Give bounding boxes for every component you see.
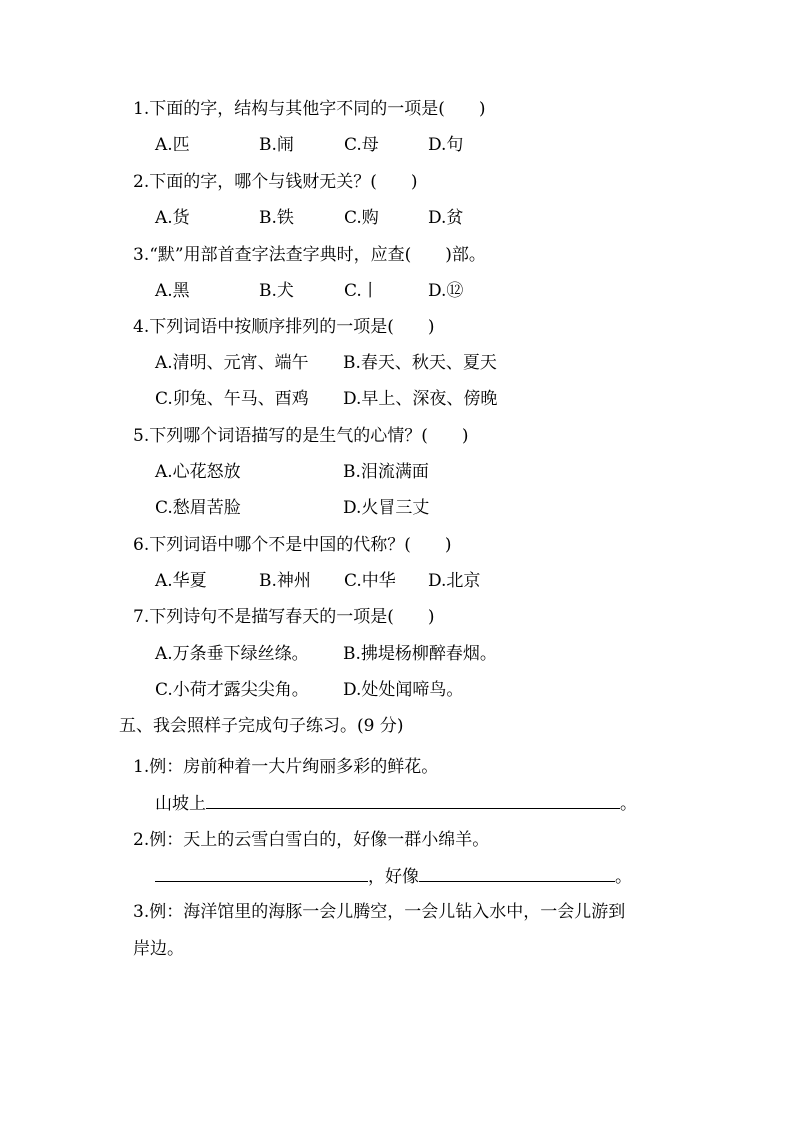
question-6-option-c: C.中华 xyxy=(344,571,396,591)
question-5-option-a: A.心花怒放 xyxy=(155,462,241,482)
question-1-stem: 1.下面的字，结构与其他字不同的一项是( ) xyxy=(133,99,486,119)
question-3-option-b: B.犬 xyxy=(259,281,294,301)
sentence-2-mid: ，好像 xyxy=(368,867,419,887)
sentence-2-answer-line xyxy=(155,865,632,887)
question-3-option-c: C.丨 xyxy=(344,281,379,301)
question-5-option-b: B.泪流满面 xyxy=(343,462,429,482)
question-2-option-c: C.购 xyxy=(344,208,379,228)
sentence-2-end: 。 xyxy=(615,867,632,887)
question-4-option-a: A.清明、元宵、端午 xyxy=(155,353,309,373)
question-7-option-b: B.拂堤杨柳醉春烟。 xyxy=(343,644,497,664)
question-1-option-d: D.句 xyxy=(428,135,464,155)
question-6-option-d: D.北京 xyxy=(428,571,481,591)
sentence-2-blank-1[interactable] xyxy=(155,865,368,882)
question-3-stem: 3.“默”用部首查字法查字典时，应查( )部。 xyxy=(133,245,486,265)
sentence-1-answer-line xyxy=(155,792,637,814)
question-6-stem: 6.下列词语中哪个不是中国的代称？( ) xyxy=(133,535,452,555)
question-4-stem: 4.下列词语中按顺序排列的一项是( ) xyxy=(133,317,435,337)
question-5-option-c: C.愁眉苦脸 xyxy=(155,498,241,518)
sentence-3-example-line-2: 岸边。 xyxy=(133,939,184,959)
question-5-stem: 5.下列哪个词语描写的是生气的心情？( ) xyxy=(133,426,469,446)
question-7-stem: 7.下列诗句不是描写春天的一项是( ) xyxy=(133,607,435,627)
sentence-1-end: 。 xyxy=(620,794,637,814)
question-1-option-a: A.匹 xyxy=(155,135,190,155)
question-3-option-a: A.黑 xyxy=(155,281,190,301)
question-1-option-b: B.闹 xyxy=(259,135,294,155)
question-2-stem: 2.下面的字，哪个与钱财无关？( ) xyxy=(133,172,418,192)
question-1-option-c: C.母 xyxy=(344,135,379,155)
question-2-option-a: A.货 xyxy=(155,208,190,228)
question-4-option-d: D.早上、深夜、傍晚 xyxy=(343,389,498,409)
sentence-1-prefix: 山坡上 xyxy=(155,794,206,814)
question-7-option-d: D.处处闻啼鸟。 xyxy=(343,680,464,700)
question-5-option-d: D.火冒三丈 xyxy=(343,498,430,518)
section-5-title: 五、我会照样子完成句子练习。(9 分) xyxy=(119,716,404,736)
question-4-option-c: C.卯兔、午马、酉鸡 xyxy=(155,389,309,409)
question-7-option-c: C.小荷才露尖尖角。 xyxy=(155,680,309,700)
sentence-2-blank-2[interactable] xyxy=(419,865,615,882)
sentence-2-example: 2.例：天上的云雪白雪白的，好像一群小绵羊。 xyxy=(133,830,490,850)
sentence-1-example: 1.例：房前种着一大片绚丽多彩的鲜花。 xyxy=(133,757,439,777)
sentence-3-example-line-1: 3.例：海洋馆里的海豚一会儿腾空，一会儿钻入水中，一会儿游到 xyxy=(133,902,626,922)
question-6-option-b: B.神州 xyxy=(259,571,311,591)
question-7-option-a: A.万条垂下绿丝绦。 xyxy=(155,644,309,664)
question-4-option-b: B.春天、秋天、夏天 xyxy=(343,353,497,373)
question-2-option-b: B.铁 xyxy=(259,208,294,228)
question-3-option-d: D.⑫ xyxy=(428,281,464,301)
question-6-option-a: A.华夏 xyxy=(155,571,207,591)
sentence-1-blank[interactable] xyxy=(206,792,620,809)
question-2-option-d: D.贫 xyxy=(428,208,464,228)
